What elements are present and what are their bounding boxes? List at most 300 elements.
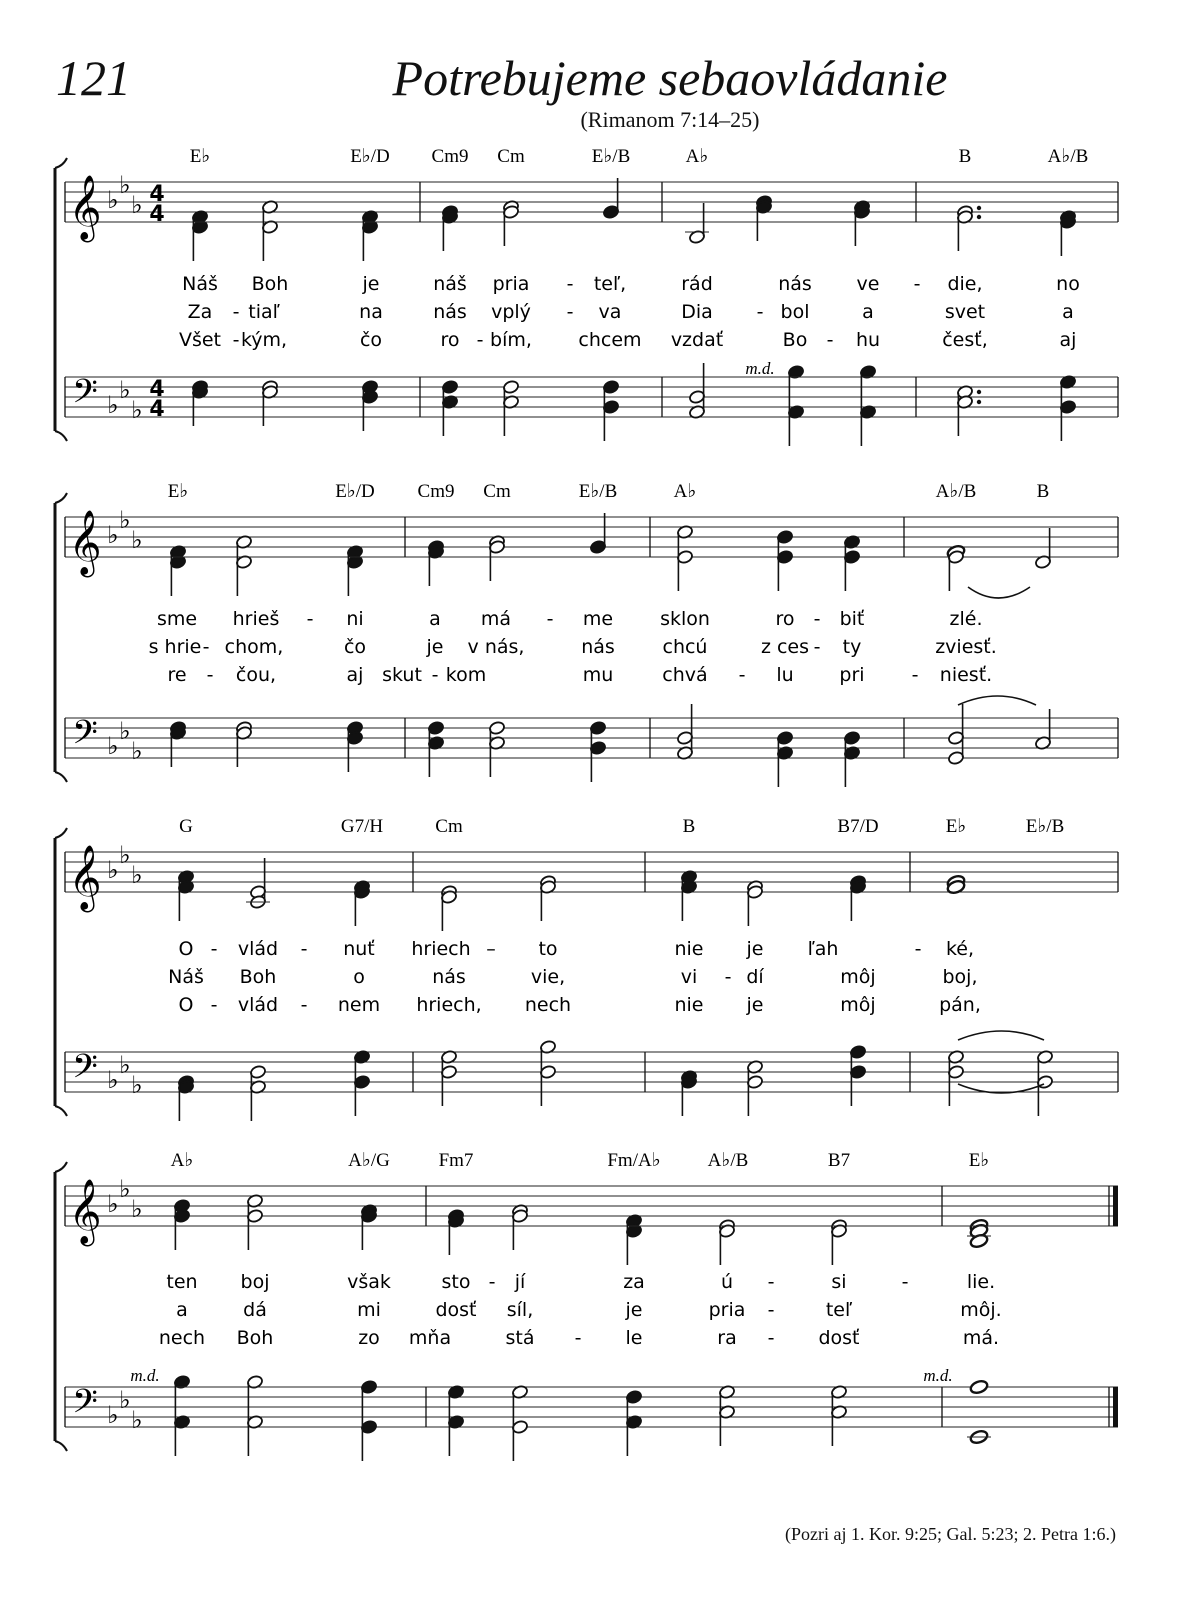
lyric-syllable: bol <box>780 301 810 323</box>
lyric-syllable: - <box>206 664 214 686</box>
key-signature-flat: ♭ <box>119 1386 131 1414</box>
lyric-syllable: biť <box>839 608 865 630</box>
lyric-syllable: aj <box>346 664 364 686</box>
chord-symbol: G7/H <box>340 816 384 837</box>
bass-note <box>843 731 860 787</box>
lyric-syllable: vlád <box>237 938 279 960</box>
chord-symbol: E♭/D <box>350 146 390 167</box>
treble-note <box>258 200 282 261</box>
bass-note <box>511 1385 528 1461</box>
lyric-syllable: Bo <box>782 329 808 351</box>
bass-note <box>488 721 505 777</box>
key-signature-flat: ♭ <box>131 737 143 765</box>
lyric-syllable: ra <box>717 1327 737 1349</box>
chord-symbol: E♭/B <box>1025 816 1065 837</box>
lyric-syllable: ve <box>856 273 880 295</box>
lyric-syllable: lu <box>776 664 794 686</box>
time-signature-bottom: 4 <box>149 202 165 227</box>
lyric-syllable: hrieš <box>232 608 280 630</box>
key-signature-flat: ♭ <box>107 856 119 884</box>
lyric-syllable: O <box>178 938 194 960</box>
bass-note <box>947 1050 964 1106</box>
lyric-syllable: sto <box>441 1271 471 1293</box>
treble-clef-icon: 𝄞 <box>68 510 102 575</box>
key-signature-flat: ♭ <box>107 1190 119 1218</box>
lyric-syllable: Všet <box>178 329 222 351</box>
lyric-syllable: ľah <box>807 938 839 960</box>
bass-note <box>602 380 619 441</box>
lyric-syllable: a <box>1062 301 1074 323</box>
lyric-syllable: nech <box>158 1327 206 1349</box>
key-signature-flat: ♭ <box>119 506 131 534</box>
treble-note <box>685 203 709 244</box>
bass-note <box>967 1379 991 1445</box>
treble-note <box>502 200 519 246</box>
bass-note <box>360 1380 377 1461</box>
lyric-syllable: nás <box>778 273 812 295</box>
lyric-syllable: - <box>574 1327 582 1349</box>
key-signature-flat: ♭ <box>107 1401 119 1429</box>
key-signature-flat: ♭ <box>107 186 119 214</box>
treble-note <box>447 1209 464 1255</box>
treble-note <box>358 210 382 261</box>
chord-symbol: B7 <box>827 1150 851 1171</box>
bass-clef-icon: 𝄢 <box>72 373 98 419</box>
bass-note <box>589 721 606 782</box>
lyric-syllable: nuť <box>343 938 375 960</box>
treble-note <box>441 205 458 251</box>
lyric-syllable: nie <box>674 994 704 1016</box>
lyric-syllable: pán, <box>939 994 981 1016</box>
system-bracket-top <box>55 1162 67 1172</box>
system-bracket-bottom <box>55 1106 67 1116</box>
bass-note <box>676 704 693 760</box>
bass-note <box>849 1045 866 1106</box>
lyric-syllable: sme <box>156 608 198 630</box>
lyric-syllable: čo <box>359 329 383 351</box>
system-bracket-bottom <box>55 1441 67 1451</box>
lyric-syllable: - <box>300 994 308 1016</box>
lyric-syllable: skut <box>382 664 422 686</box>
lyric-syllable: die, <box>947 273 983 295</box>
lyric-syllable: dá <box>243 1299 267 1321</box>
bass-clef-icon: 𝄢 <box>72 714 98 760</box>
treble-note <box>680 870 697 921</box>
lyric-syllable: teľ, <box>593 273 627 295</box>
lyric-syllable: o <box>353 966 365 988</box>
bass-note <box>243 1375 267 1456</box>
key-signature-flat: ♭ <box>131 861 143 889</box>
bass-note <box>947 704 964 765</box>
lyric-syllable: nás <box>581 636 615 658</box>
lyric-syllable: tiaľ <box>248 301 280 323</box>
lyric-syllable: - <box>566 273 574 295</box>
lyric-syllable: chvá <box>662 664 708 686</box>
treble-note <box>177 870 194 921</box>
chord-symbol: B <box>958 146 972 167</box>
lyric-syllable: je <box>625 1299 643 1321</box>
treble-clef-icon: 𝄞 <box>68 1179 102 1244</box>
lyric-syllable: - <box>566 301 574 323</box>
lyric-syllable: a <box>176 1299 188 1321</box>
lyric-syllable: mňa <box>408 1327 452 1349</box>
chord-symbol: B7/D <box>837 816 879 837</box>
lyric-syllable: čou, <box>235 664 277 686</box>
chord-symbol: A♭/B <box>1047 146 1089 167</box>
chord-symbol: E♭/B <box>578 481 618 502</box>
treble-note <box>827 1219 851 1265</box>
time-signature-bottom: 4 <box>149 397 165 422</box>
lyric-syllable: ty <box>842 636 862 658</box>
lyric-syllable: je <box>746 938 764 960</box>
lyric-syllable: mu <box>582 664 614 686</box>
lyric-syllable: Boh <box>239 966 277 988</box>
chord-symbol: B <box>682 816 696 837</box>
final-barline-thick <box>1113 1387 1118 1427</box>
treble-note <box>232 535 256 596</box>
bass-note <box>536 1040 560 1106</box>
treble-note <box>853 200 870 246</box>
bass-note <box>440 1050 457 1106</box>
lyric-syllable: mi <box>357 1299 381 1321</box>
bass-note <box>784 365 808 446</box>
treble-note <box>173 1199 190 1250</box>
treble-note <box>427 540 444 586</box>
chord-symbol: A♭/B <box>935 481 977 502</box>
lyric-syllable: - <box>756 301 764 323</box>
lyric-syllable: ten <box>166 1271 198 1293</box>
lyric-syllable: pria <box>708 1299 746 1321</box>
dynamic-marking: m.d. <box>923 1366 953 1385</box>
lyric-syllable: - <box>202 636 210 658</box>
lyric-syllable: môj <box>840 994 876 1016</box>
bass-note <box>441 380 458 436</box>
lyric-syllable: svet <box>944 301 986 323</box>
lyric-syllable: ú <box>720 1271 734 1293</box>
treble-note <box>360 1204 377 1250</box>
key-signature-flat: ♭ <box>119 171 131 199</box>
bass-note <box>170 1375 194 1456</box>
lyric-syllable: dí <box>746 966 764 988</box>
key-signature-flat: ♭ <box>131 396 143 424</box>
system-bracket-top <box>55 828 67 838</box>
lyric-syllable: - <box>911 664 919 686</box>
lyric-syllable: - <box>546 608 554 630</box>
footnote: (Pozri aj 1. Kor. 9:25; Gal. 5:23; 2. Petra 1:6.) <box>785 1524 1116 1544</box>
notehead <box>969 1379 989 1395</box>
lyric-syllable: - <box>767 1271 775 1293</box>
tie <box>958 696 1036 705</box>
lyric-syllable: je <box>362 273 380 295</box>
lyric-syllable: - <box>724 966 732 988</box>
lyric-syllable: - <box>826 329 834 351</box>
lyric-syllable: kým, <box>240 329 288 351</box>
bass-note <box>718 1385 735 1446</box>
lyric-syllable: vzdať <box>670 329 724 351</box>
lyric-syllable: Dia <box>681 301 713 323</box>
treble-note <box>676 525 693 591</box>
tie <box>968 587 1030 598</box>
treble-note <box>715 1219 739 1265</box>
bass-note <box>361 380 378 431</box>
system-bracket-bottom <box>55 431 67 441</box>
dot <box>977 390 981 394</box>
treble-note <box>343 545 367 596</box>
lyric-syllable: - <box>813 636 821 658</box>
lyric-syllable: - <box>232 329 240 351</box>
key-signature-flat: ♭ <box>107 1066 119 1094</box>
bass-clef-icon: 𝄢 <box>72 1048 98 1094</box>
chord-symbol: A♭/B <box>707 1150 749 1171</box>
lyric-syllable: vplý <box>491 301 531 323</box>
key-signature-flat: ♭ <box>119 1175 131 1203</box>
treble-note <box>539 875 556 921</box>
key-signature-flat: ♭ <box>131 1195 143 1223</box>
lyric-syllable: dosť <box>818 1327 860 1349</box>
lyric-syllable: chom, <box>224 636 284 658</box>
lyric-syllable: čo <box>343 636 367 658</box>
lyric-syllable: hriech <box>411 938 471 960</box>
treble-note <box>166 545 190 596</box>
hymn-title: Potrebujeme sebaovládanie <box>392 50 948 106</box>
bass-note <box>688 363 705 419</box>
treble-note <box>746 880 763 926</box>
bass-note <box>169 721 186 767</box>
bass-note <box>346 721 363 772</box>
lyric-syllable: za <box>623 1271 645 1293</box>
dot <box>977 215 981 219</box>
lyric-syllable: - <box>738 664 746 686</box>
treble-note <box>967 1218 991 1249</box>
chord-symbol: E♭ <box>189 146 211 167</box>
lyric-syllable: nech <box>524 994 572 1016</box>
lyric-syllable: hriech, <box>416 994 482 1016</box>
key-signature-flat: ♭ <box>119 1051 131 1079</box>
treble-note <box>776 530 793 591</box>
treble-note <box>843 535 860 591</box>
key-signature-flat: ♭ <box>119 841 131 869</box>
bass-note <box>191 380 208 426</box>
lyric-syllable: Za <box>187 301 213 323</box>
lyric-syllable: chcem <box>578 329 642 351</box>
lyric-syllable: nás <box>432 966 466 988</box>
lyric-syllable: Boh <box>251 273 289 295</box>
lyric-syllable: - <box>767 1327 775 1349</box>
lyric-syllable: rád <box>681 273 713 295</box>
lyric-syllable: lie. <box>966 1271 996 1293</box>
treble-note <box>849 875 866 921</box>
treble-note <box>1059 210 1076 256</box>
lyric-syllable: - <box>431 664 439 686</box>
dynamic-marking: m.d. <box>130 1366 160 1385</box>
system-bracket-top <box>55 493 67 503</box>
lyric-syllable: sklon <box>660 608 710 630</box>
chord-symbol: A♭/G <box>348 1150 390 1171</box>
chord-symbol: G <box>179 816 193 837</box>
lyric-syllable: niesť. <box>939 664 993 686</box>
lyric-syllable: má. <box>962 1327 1000 1349</box>
lyric-syllable: však <box>347 1271 391 1293</box>
treble-note <box>353 880 370 926</box>
lyric-syllable: zlé. <box>949 608 983 630</box>
lyric-syllable: má <box>480 608 512 630</box>
key-signature-flat: ♭ <box>131 191 143 219</box>
lyric-syllable: vlád <box>237 994 279 1016</box>
key-signature-flat: ♭ <box>119 717 131 745</box>
bass-note <box>956 385 981 436</box>
lyric-syllable: va <box>598 301 622 323</box>
key-signature-flat: ♭ <box>131 1406 143 1434</box>
system-bracket-top <box>55 158 67 168</box>
lyric-syllable: O <box>178 994 194 1016</box>
bass-note <box>830 1385 847 1446</box>
bass-note <box>177 1075 194 1121</box>
lyric-syllable: pria <box>492 273 530 295</box>
bass-note <box>249 1065 266 1121</box>
bass-note <box>235 721 252 767</box>
lyric-syllable: s hrie <box>148 636 202 658</box>
key-signature-flat: ♭ <box>107 732 119 760</box>
lyric-syllable: - <box>300 938 308 960</box>
lyric-syllable: le <box>625 1327 643 1349</box>
final-barline-thick <box>1113 1186 1118 1226</box>
lyric-syllable: nás <box>433 301 467 323</box>
bass-note <box>856 365 880 446</box>
bass-note <box>1034 709 1051 750</box>
time-signature-top: 4 <box>149 182 165 207</box>
lyric-syllable: ro <box>440 329 460 351</box>
lyric-syllable: a <box>429 608 441 630</box>
bass-note <box>680 1070 697 1116</box>
lyric-syllable: - <box>767 1299 775 1321</box>
chord-symbol: Fm/A♭ <box>607 1150 661 1171</box>
lyric-syllable: chcú <box>662 636 708 658</box>
lyric-syllable: - <box>476 329 484 351</box>
treble-note <box>488 535 505 581</box>
lyric-syllable: česť, <box>942 329 988 351</box>
chord-symbol: Cm9 <box>417 481 455 502</box>
lyric-syllable: bím, <box>490 329 532 351</box>
bass-note <box>746 1060 763 1116</box>
chord-symbol: E♭ <box>945 816 967 837</box>
chord-symbol: A♭ <box>685 146 709 167</box>
bass-note <box>427 721 444 777</box>
lyric-syllable: je <box>426 636 444 658</box>
lyric-syllable: - <box>210 994 218 1016</box>
lyric-syllable: - <box>232 301 240 323</box>
lyric-syllable: kom <box>445 664 487 686</box>
bass-note <box>1036 1050 1053 1116</box>
lyric-syllable: nie <box>674 938 704 960</box>
treble-note <box>188 210 212 261</box>
bass-clef-icon: 𝄢 <box>72 1383 98 1429</box>
time-signature-top: 4 <box>149 377 165 402</box>
key-signature-flat: ♭ <box>131 1071 143 1099</box>
treble-note <box>246 858 270 909</box>
lyric-syllable: me <box>582 608 614 630</box>
chord-symbol: A♭ <box>170 1150 194 1171</box>
lyric-syllable: dosť <box>435 1299 477 1321</box>
key-signature-flat: ♭ <box>107 521 119 549</box>
treble-note <box>246 1194 263 1250</box>
chord-symbol: E♭ <box>167 481 189 502</box>
bass-note <box>625 1390 642 1456</box>
hymn-number: 121 <box>56 50 131 106</box>
lyric-syllable: je <box>746 994 764 1016</box>
lyric-syllable: to <box>538 938 558 960</box>
treble-note <box>602 178 619 219</box>
bass-note <box>261 380 278 426</box>
treble-note <box>437 885 461 931</box>
treble-note <box>622 1214 646 1265</box>
lyric-syllable: ké, <box>945 938 975 960</box>
chord-symbol: A♭ <box>673 481 697 502</box>
lyric-syllable: Boh <box>236 1327 274 1349</box>
bass-note <box>1059 375 1076 441</box>
chord-symbol: E♭ <box>968 1150 990 1171</box>
dynamic-marking: m.d. <box>745 359 775 378</box>
lyric-syllable: no <box>1056 273 1080 295</box>
treble-clef-icon: 𝄞 <box>68 175 102 240</box>
dot <box>977 206 981 210</box>
lyric-syllable: - <box>210 938 218 960</box>
key-signature-flat: ♭ <box>131 526 143 554</box>
key-signature-flat: ♭ <box>107 391 119 419</box>
lyric-syllable: môj <box>840 966 876 988</box>
lyric-syllable: náš <box>433 273 467 295</box>
lyric-syllable: jí <box>514 1271 526 1293</box>
lyric-syllable: a <box>862 301 874 323</box>
chord-symbol: B <box>1036 481 1050 502</box>
treble-clef-icon: 𝄞 <box>68 845 102 910</box>
lyric-syllable: vi <box>680 966 698 988</box>
lyric-syllable: - <box>306 608 314 630</box>
lyric-syllable: v nás, <box>467 636 525 658</box>
lyric-syllable: z ces <box>760 636 810 658</box>
bass-note <box>776 731 793 787</box>
chord-symbol: E♭/D <box>335 481 375 502</box>
lyric-syllable: pri <box>839 664 865 686</box>
lyric-syllable: hu <box>855 329 881 351</box>
scripture-reference: (Rimanom 7:14–25) <box>580 107 760 132</box>
lyric-syllable: na <box>359 301 383 323</box>
lyric-syllable: teľ <box>825 1299 853 1321</box>
lyric-syllable: – <box>486 938 496 960</box>
key-signature-flat: ♭ <box>119 376 131 404</box>
lyric-syllable: ro <box>775 608 795 630</box>
treble-note <box>947 550 964 591</box>
lyric-syllable: boj <box>240 1271 270 1293</box>
lyric-syllable: zo <box>358 1327 380 1349</box>
lyric-syllable: Náš <box>168 966 204 988</box>
lyric-syllable: aj <box>1059 329 1077 351</box>
treble-note <box>511 1204 528 1250</box>
lyric-syllable: stá <box>505 1327 535 1349</box>
lyric-syllable: nem <box>337 994 381 1016</box>
lyric-syllable: si <box>831 1271 847 1293</box>
system-bracket-bottom <box>55 772 67 782</box>
lyric-syllable: re <box>167 664 187 686</box>
chord-symbol: Cm <box>435 816 463 837</box>
lyric-syllable: zviesť. <box>935 636 997 658</box>
dot <box>977 400 981 404</box>
chord-symbol: Cm <box>497 146 525 167</box>
lyric-syllable: môj. <box>960 1299 1002 1321</box>
chord-symbol: Cm <box>483 481 511 502</box>
lyric-syllable: boj, <box>942 966 978 988</box>
chord-symbol: Cm9 <box>431 146 469 167</box>
lyric-syllable: síl, <box>506 1299 534 1321</box>
